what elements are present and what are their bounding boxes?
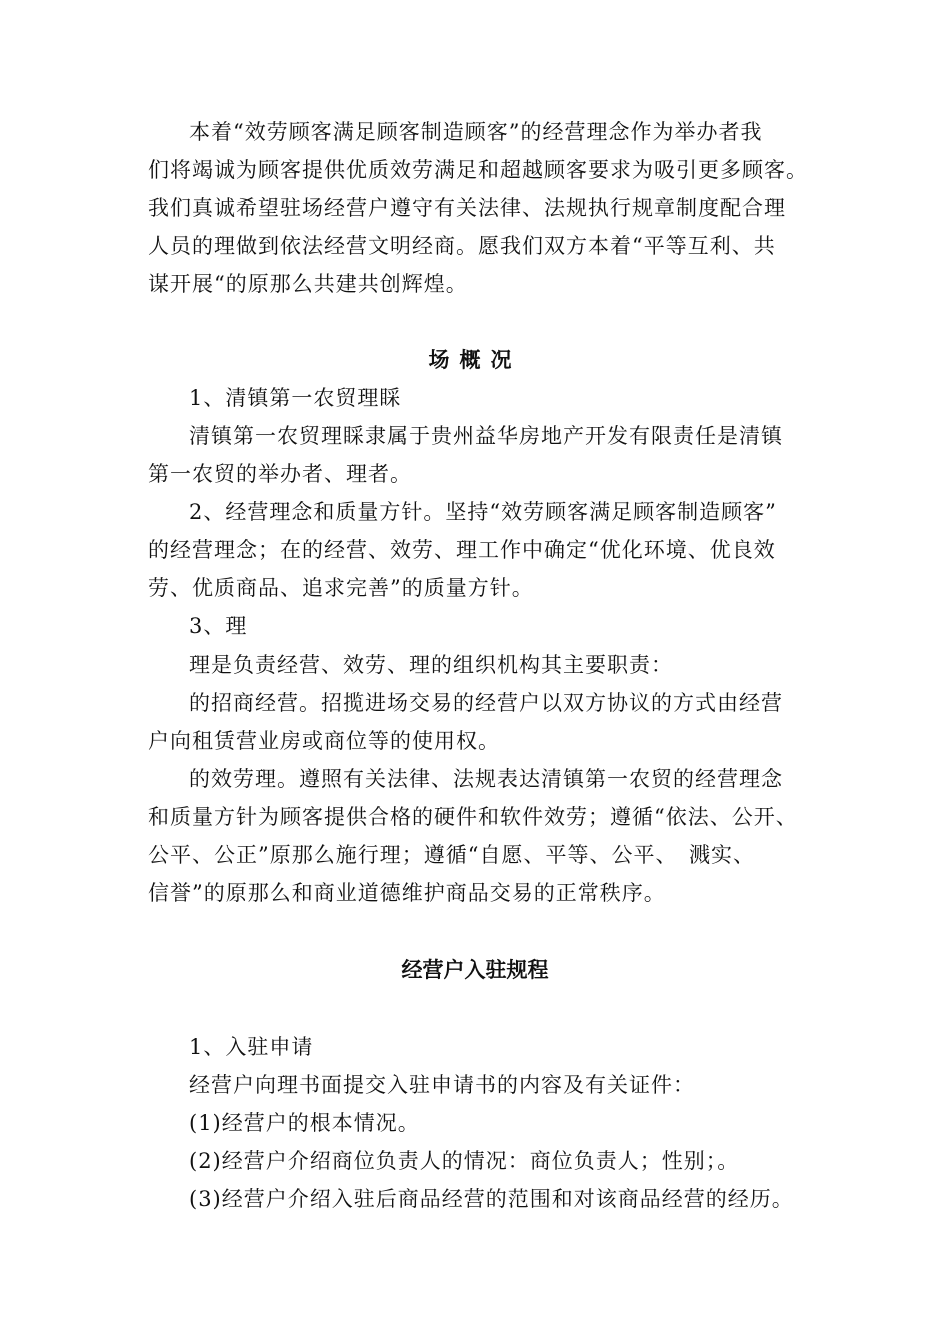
body-line: 理是负责经营、效劳、理的组织机构其主要职责：: [189, 653, 673, 677]
body-line: 经营户向理书面提交入驻申请书的内容及有关证件：: [189, 1073, 695, 1097]
list-item: (2)经营户介绍商位负责人的情况：商位负责人；性别；。: [189, 1149, 740, 1173]
body-line: 第一农贸的举办者、理者。: [148, 462, 412, 486]
body-line: 1、入驻申请: [189, 1035, 314, 1059]
section-title-market-overview: 场概况: [428, 348, 522, 372]
list-item: (3)经营户介绍入驻后商品经营的范围和对该商品经营的经历。: [189, 1187, 794, 1211]
section-title-tenant-entry-rules: 经营户入驻规程: [401, 958, 549, 982]
list-item: (1)经营户的根本情况。: [189, 1111, 420, 1135]
body-line: 户向租赁营业房或商位等的使用权。: [148, 729, 500, 753]
body-line: 的效劳理。遵照有关法律、法规表达清镇第一农贸的经营理念: [189, 767, 783, 791]
intro-line: 我们真诚希望驻场经营户遵守有关法律、法规执行规章制度配合理: [148, 196, 786, 220]
body-line: 的招商经营。招揽进场交易的经营户以双方协议的方式由经营: [189, 691, 783, 715]
intro-line: 们将竭诚为顾客提供优质效劳满足和超越顾客要求为吸引更多顾客。: [148, 158, 808, 182]
intro-line: 人员的理做到依法经营文明经商。愿我们双方本着“平等互利、共: [148, 234, 776, 258]
body-line: 清镇第一农贸理睬隶属于贵州益华房地产开发有限责任是清镇: [189, 424, 783, 448]
body-line: 的经营理念；在的经营、效劳、理工作中确定“优化环境、优良效: [148, 538, 776, 562]
body-line: 信誉”的原那么和商业道德维护商品交易的正常秩序。: [148, 881, 666, 905]
body-line: 劳、优质商品、追求完善”的质量方针。: [148, 576, 534, 600]
intro-line: 本着“效劳顾客满足顾客制造顾客”的经营理念作为举办者我: [189, 120, 763, 144]
intro-line: 谋开展“的原那么共建共创辉煌。: [148, 272, 468, 296]
body-line: 和质量方针为顾客提供合格的硬件和软件效劳；遵循“依法、公开、: [148, 805, 798, 829]
body-line: 3、理: [189, 614, 248, 638]
body-line: 1、清镇第一农贸理睬: [189, 386, 402, 410]
body-line: 公平、公正”原那么施行理；遵循“自愿、平等、公平、 溅实、: [148, 843, 755, 867]
body-line: 2、经营理念和质量方针。坚持“效劳顾客满足顾客制造顾客”: [189, 500, 777, 524]
